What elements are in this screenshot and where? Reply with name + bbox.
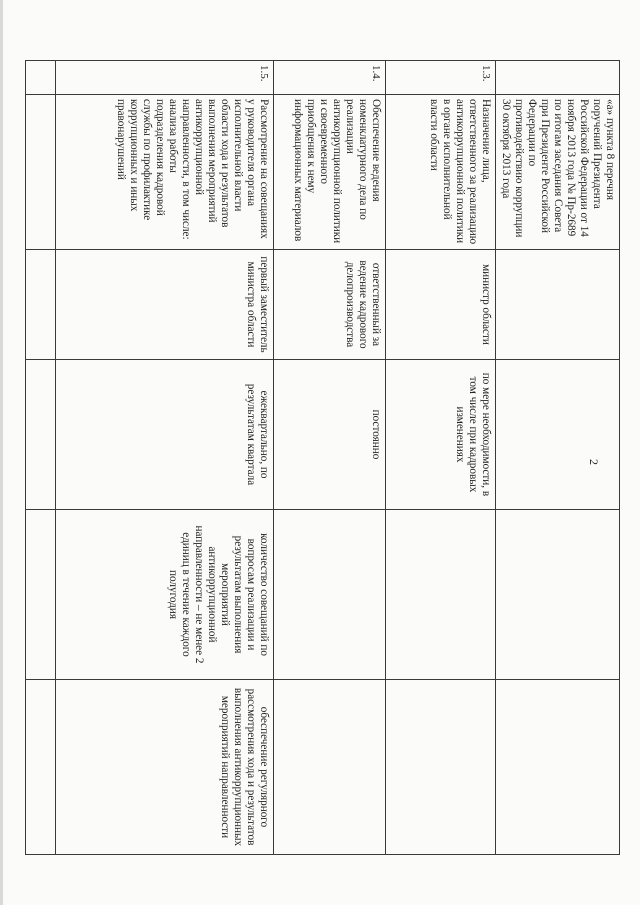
- activity-line: ноября 2013 года № Пр-2689: [565, 99, 577, 237]
- deadline-cell: постоянно: [274, 360, 386, 510]
- row-number-cell: 1.4.: [274, 61, 386, 95]
- plan-table: [25, 60, 620, 855]
- activity-line: правонарушений: [115, 99, 127, 180]
- executor-cell: ответственный за ведение кадрового делопроизводства: [274, 250, 386, 360]
- activity-line: и своевременного: [318, 99, 330, 185]
- deadline-cell: ежеквартально, по результатам квартала: [56, 360, 274, 510]
- table-row: [386, 61, 496, 855]
- indicator-cell: [274, 510, 386, 680]
- activity-line: приобщения к нему: [305, 99, 317, 194]
- activity-line: службы по профилактике: [141, 99, 153, 221]
- activity-line: «а» пункта 8 перечня: [604, 99, 616, 200]
- result-cell: обеспечение регулярного рассмотрения хода и результатов выполнения антикоррупционных мероприятий направленности: [56, 680, 274, 855]
- activity-cell: [56, 95, 274, 250]
- indicator-cell: [386, 510, 496, 680]
- scan-edge: [0, 0, 3, 905]
- activity-line: реализации: [344, 99, 356, 154]
- activity-line: Рассмотрение на совещаниях: [258, 99, 270, 239]
- activity-line: у руководителя органа: [245, 99, 257, 207]
- deadline-cell: [496, 360, 620, 510]
- row-number-cell: 1.3.: [386, 61, 496, 95]
- activity-line: поручений Президента: [591, 99, 603, 209]
- row-number-cell: 1.5.: [56, 61, 274, 95]
- document-page: [30, 60, 620, 854]
- activity-line: информационных материалов: [292, 99, 304, 242]
- executor-cell: первый заместитель министра области: [56, 250, 274, 360]
- indicator-cell: [496, 510, 620, 680]
- activity-line: в органе исполнительной: [441, 99, 453, 220]
- table-row: [56, 61, 274, 855]
- activity-line: выполнения мероприятий: [206, 99, 218, 223]
- activity-cell: [496, 95, 620, 250]
- activity-line: направленности, в том числе:: [180, 99, 192, 240]
- table-row: [496, 61, 620, 855]
- row-number-cell: [496, 61, 620, 95]
- activity-line: Российской Федерации от 14: [578, 99, 590, 237]
- activity-line: подразделения кадровой: [154, 99, 166, 216]
- executor-cell: [26, 250, 56, 360]
- page-number: 2: [587, 459, 601, 465]
- result-cell: [386, 680, 496, 855]
- activity-line: Назначение лица,: [480, 99, 492, 183]
- deadline-cell: по мере необходимости, в том числе при кадровых изменениях: [386, 360, 496, 510]
- executor-cell: [496, 250, 620, 360]
- activity-line: исполнительной власти: [232, 99, 244, 212]
- rotated-content: [30, 60, 620, 854]
- activity-line: анализа работы: [167, 99, 179, 173]
- activity-cell: [386, 95, 496, 250]
- activity-line: антикоррупционной: [193, 99, 205, 196]
- table-row: [274, 61, 386, 855]
- activity-line: коррупционных и иных: [128, 99, 140, 212]
- activity-cell: [274, 95, 386, 250]
- activity-line: ответственного за реализацию: [467, 99, 479, 245]
- indicator-cell: [26, 510, 56, 680]
- activity-line: при Президенте Российской: [539, 99, 551, 233]
- indicator-cell: количество совещаний по вопросам реализации и результатам выполнения мероприятий антикоррупционной направленности – не менее 2 единиц в течение каждого полугодия: [56, 510, 274, 680]
- result-cell: [26, 680, 56, 855]
- activity-line: власти области: [428, 99, 440, 171]
- row-number-cell: [26, 61, 56, 95]
- activity-line: антикоррупционной политики: [454, 99, 466, 244]
- activity-cell: [26, 95, 56, 250]
- result-cell: [274, 680, 386, 855]
- executor-cell: министр области: [386, 250, 496, 360]
- activity-line: Федерации по: [526, 99, 538, 167]
- activity-line: Обеспечение ведения: [370, 99, 382, 202]
- result-cell: [496, 680, 620, 855]
- activity-line: области хода и результатов: [219, 99, 231, 228]
- activity-line: по итогам заседания Совета: [552, 99, 564, 233]
- activity-line: 30 октября 2013 года: [500, 99, 512, 199]
- activity-line: номенклатурного дела по: [357, 99, 369, 220]
- activity-line: антикоррупционной политики: [331, 99, 343, 244]
- activity-line: противодействию коррупции: [513, 99, 525, 238]
- table-row: [26, 61, 56, 855]
- deadline-cell: [26, 360, 56, 510]
